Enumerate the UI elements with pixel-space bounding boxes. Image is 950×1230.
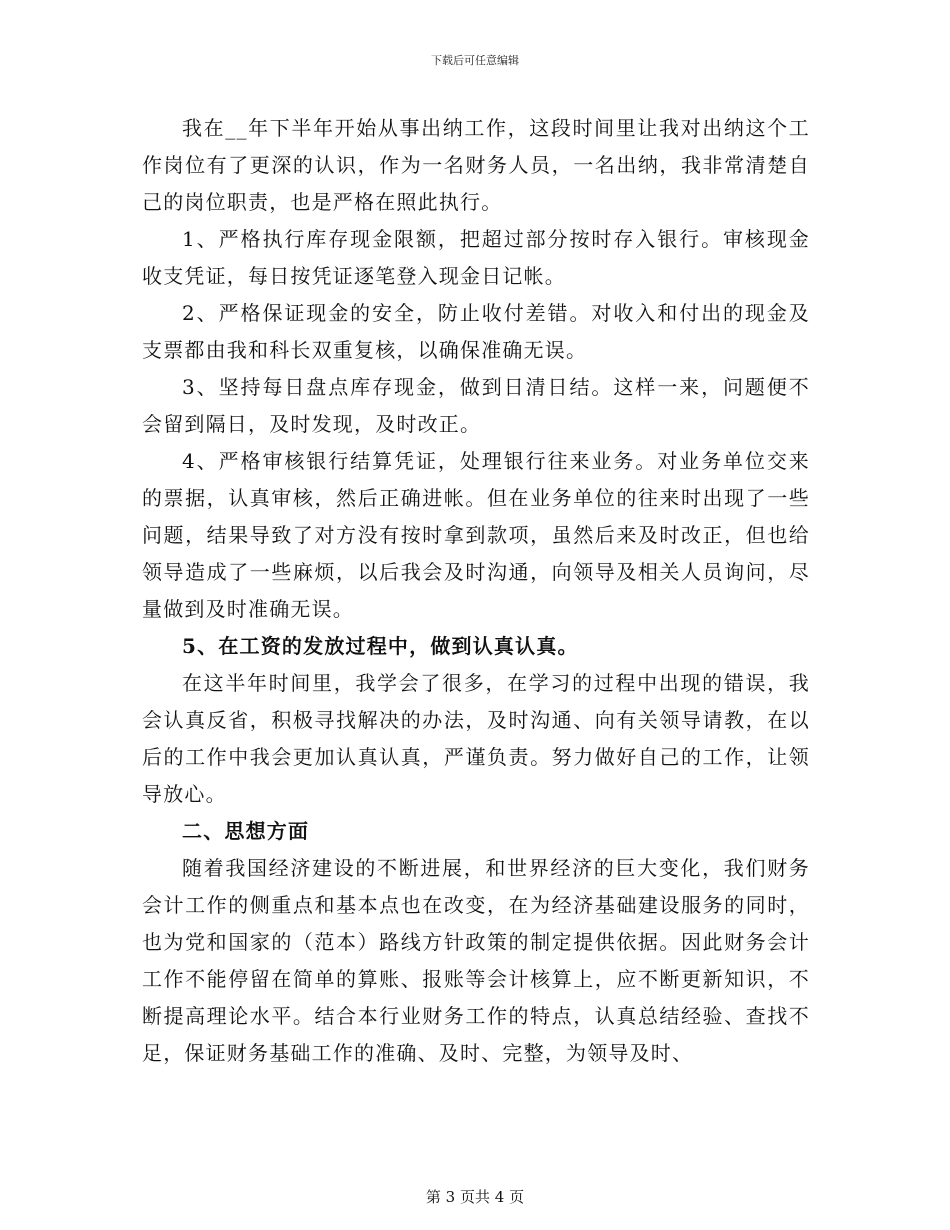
paragraph-item-1: 1、严格执行库存现金限额，把超过部分按时存入银行。审核现金收支凭证，每日按凭证逐笔登入现金日记帐。 [142,227,810,288]
paragraph-intro: 我在__年下半年开始从事出纳工作，这段时间里让我对出纳这个工作岗位有了更深的认识，作为一名财务人员，一名出纳，我非常清楚自己的岗位职责，也是严格在照此执行。 [142,116,810,214]
paragraph-item-5-heading: 5、在工资的发放过程中，做到认真认真。 [182,634,579,658]
paragraph-thought: 随着我国经济建设的不断进展，和世界经济的巨大变化，我们财务会计工作的侧重点和基本点也在改变，在为经济基础建设服务的同时，也为党和国家的（范本）路线方针政策的制定提供依据。因此财务会计工作不能停留在简单的算账、报账等会计核算上，应不断更新知识，不断提高理论水平。结合本行业财务工作的特点，认真总结经验、查找不足，保证财务基础工作的准确、及时、完整，为领导及时、 [142,856,810,1065]
paragraph-item-2: 2、严格保证现金的安全，防止收付差错。对收入和付出的现金及支票都由我和科长双重复核，以确保准确无误。 [142,301,810,362]
header-note: 下载后可任意编辑 [431,54,519,67]
paragraph-item-4: 4、严格审核银行结算凭证，处理银行往来业务。对业务单位交来的票据，认真审核，然后正确进帐。但在业务单位的往来时出现了一些问题，结果导致了对方没有按时拿到款项，虽然后来及时改正，但也给领导造成了一些麻烦，以后我会及时沟通，向领导及相关人员询问，尽量做到及时准确无误。 [142,449,810,621]
paragraph-summary: 在这半年时间里，我学会了很多，在学习的过程中出现的错误，我会认真反省，积极寻找解决的办法，及时沟通、向有关领导请教，在以后的工作中我会更加认真认真，严谨负责。努力做好自己的工作，让领导放心。 [142,671,810,806]
paragraph-item-3: 3、坚持每日盘点库存现金，做到日清日结。这样一来，问题便不会留到隔日，及时发现，及时改正。 [142,375,810,436]
section-heading-thought: 二、思想方面 [182,819,310,843]
document-body [142,110,810,1072]
page-number: 第 3 页共 4 页 [425,1188,525,1206]
